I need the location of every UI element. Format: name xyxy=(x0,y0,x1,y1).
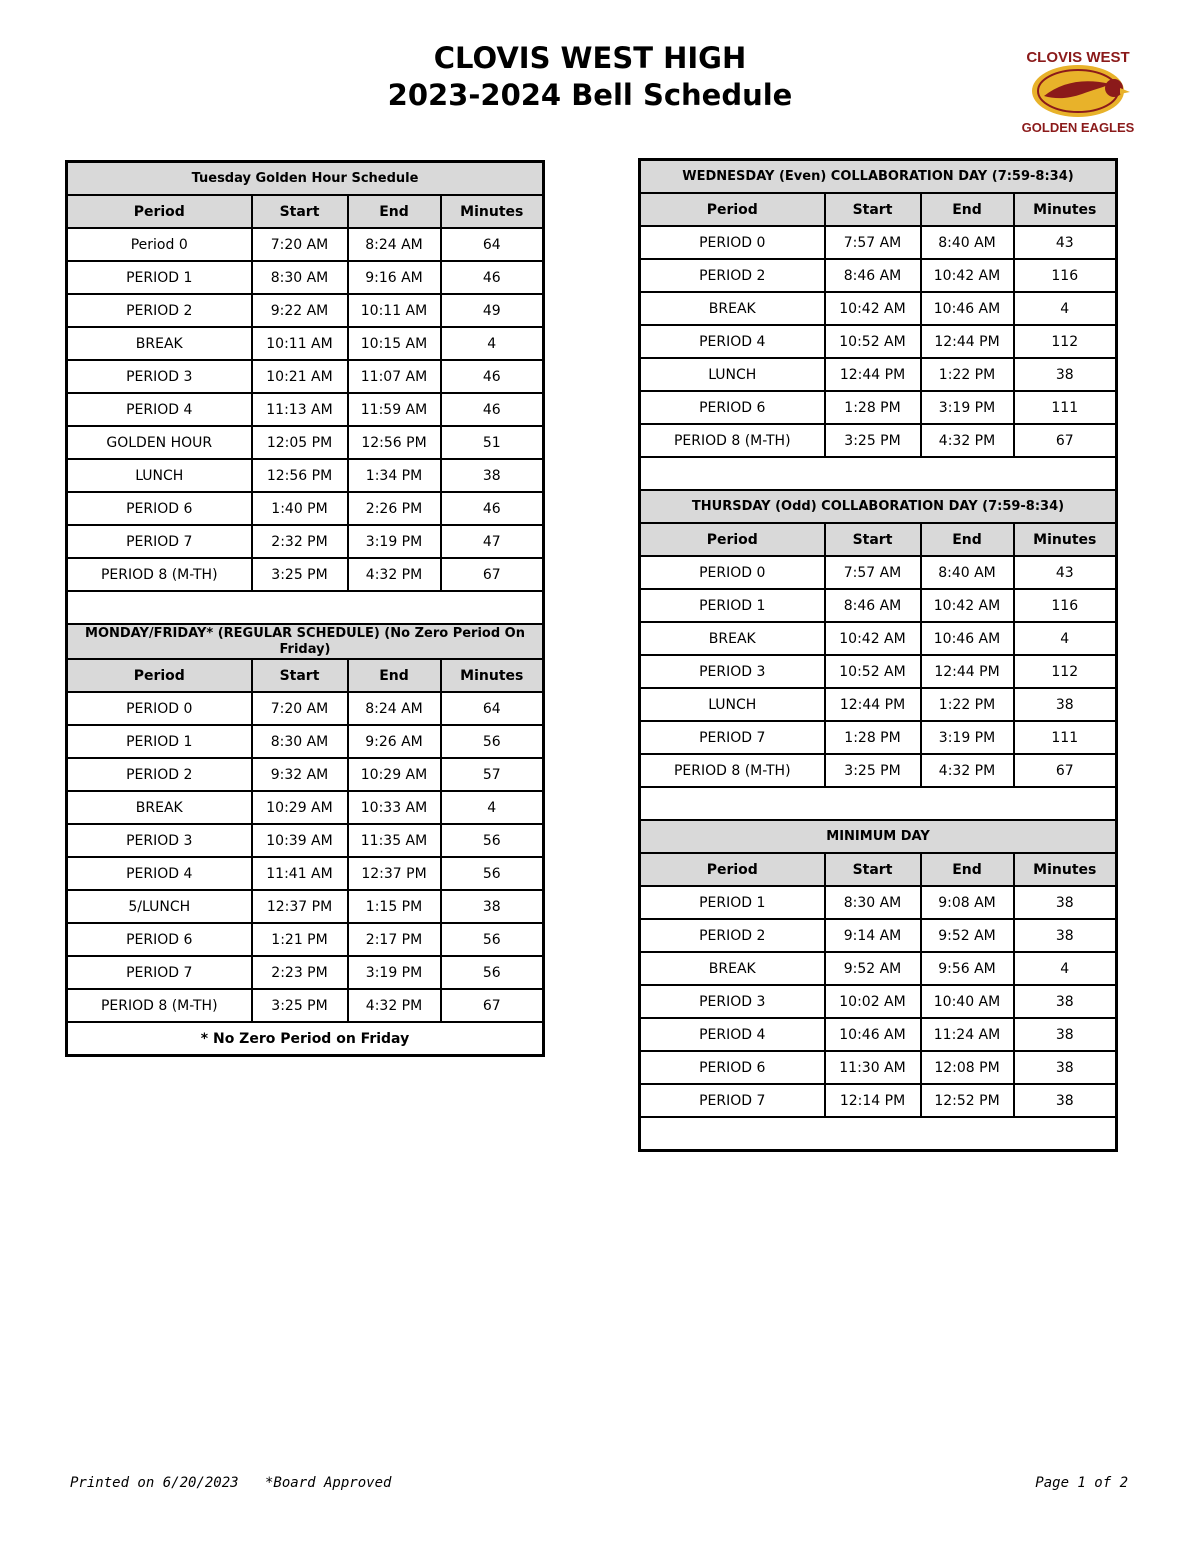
start-time-cell: 10:02 AM xyxy=(825,985,921,1018)
period-cell: LUNCH xyxy=(67,459,252,492)
start-time-cell: 12:05 PM xyxy=(252,426,348,459)
eagle-head-icon xyxy=(1105,79,1123,97)
minutes-cell: 38 xyxy=(441,459,544,492)
period-cell: PERIOD 6 xyxy=(67,923,252,956)
start-time-cell: 8:46 AM xyxy=(825,589,921,622)
minutes-cell: 4 xyxy=(441,327,544,360)
end-time-cell: 11:07 AM xyxy=(348,360,441,393)
period-cell: PERIOD 3 xyxy=(67,360,252,393)
minutes-cell: 4 xyxy=(1014,622,1117,655)
end-time-cell: 10:15 AM xyxy=(348,327,441,360)
minutes-cell: 67 xyxy=(441,989,544,1022)
col-period-header: Period xyxy=(67,195,252,228)
minutes-cell: 51 xyxy=(441,426,544,459)
start-time-cell: 1:28 PM xyxy=(825,391,921,424)
start-time-cell: 9:32 AM xyxy=(252,758,348,791)
col-end-header: End xyxy=(921,193,1014,226)
end-time-cell: 4:32 PM xyxy=(921,424,1014,457)
start-time-cell: 8:30 AM xyxy=(252,725,348,758)
minutes-cell: 38 xyxy=(1014,919,1117,952)
period-cell: PERIOD 7 xyxy=(640,1084,825,1117)
end-time-cell: 3:19 PM xyxy=(921,721,1014,754)
end-time-cell: 9:08 AM xyxy=(921,886,1014,919)
col-minutes-header: Minutes xyxy=(1014,193,1117,226)
printed-date: Printed on 6/20/2023 xyxy=(70,1475,239,1491)
period-cell: PERIOD 7 xyxy=(67,956,252,989)
end-time-cell: 2:17 PM xyxy=(348,923,441,956)
start-time-cell: 12:56 PM xyxy=(252,459,348,492)
period-cell: PERIOD 4 xyxy=(67,393,252,426)
schedule-row xyxy=(67,228,544,261)
end-time-cell: 4:32 PM xyxy=(348,989,441,1022)
start-time-cell: 3:25 PM xyxy=(252,558,348,591)
end-time-cell: 10:11 AM xyxy=(348,294,441,327)
monday-friday-column-headers xyxy=(67,659,544,692)
end-time-cell: 12:44 PM xyxy=(921,655,1014,688)
col-minutes-header: Minutes xyxy=(441,659,544,692)
minutes-cell: 67 xyxy=(1014,754,1117,787)
end-time-cell: 11:24 AM xyxy=(921,1018,1014,1051)
period-cell: PERIOD 7 xyxy=(640,721,825,754)
start-time-cell: 9:14 AM xyxy=(825,919,921,952)
schedule-row xyxy=(640,622,1117,655)
start-time-cell: 8:46 AM xyxy=(825,259,921,292)
period-cell: BREAK xyxy=(67,791,252,824)
col-minutes-header: Minutes xyxy=(1014,853,1117,886)
schedule-row xyxy=(640,391,1117,424)
end-time-cell: 8:40 AM xyxy=(921,556,1014,589)
school-name: CLOVIS WEST HIGH xyxy=(433,41,747,75)
col-end-header: End xyxy=(921,523,1014,556)
schedule-row xyxy=(640,424,1117,457)
col-end-header: End xyxy=(921,853,1014,886)
period-cell: PERIOD 3 xyxy=(640,985,825,1018)
period-cell: BREAK xyxy=(67,327,252,360)
end-time-cell: 9:52 AM xyxy=(921,919,1014,952)
monday-friday-title: MONDAY/FRIDAY* (REGULAR SCHEDULE) (No Zero Period On Friday) xyxy=(67,624,544,659)
start-time-cell: 10:11 AM xyxy=(252,327,348,360)
logo-text-top: CLOVIS WEST xyxy=(1026,49,1130,66)
period-cell: PERIOD 1 xyxy=(640,589,825,622)
minutes-cell: 46 xyxy=(441,261,544,294)
start-time-cell: 3:25 PM xyxy=(825,754,921,787)
minutes-cell: 64 xyxy=(441,228,544,261)
page-number: Page 1 of 2 xyxy=(1035,1475,1128,1491)
period-cell: PERIOD 2 xyxy=(640,919,825,952)
end-time-cell: 9:16 AM xyxy=(348,261,441,294)
minutes-cell: 43 xyxy=(1014,556,1117,589)
period-cell: Period 0 xyxy=(67,228,252,261)
start-time-cell: 9:52 AM xyxy=(825,952,921,985)
start-time-cell: 1:21 PM xyxy=(252,923,348,956)
minutes-cell: 56 xyxy=(441,956,544,989)
minutes-cell: 46 xyxy=(441,360,544,393)
minutes-cell: 56 xyxy=(441,923,544,956)
blank-row xyxy=(640,457,1117,490)
schedule-row xyxy=(67,393,544,426)
schedule-row xyxy=(640,886,1117,919)
end-time-cell: 4:32 PM xyxy=(348,558,441,591)
eagle-beak-icon xyxy=(1120,88,1130,94)
monday-friday-section xyxy=(67,624,544,692)
minutes-cell: 38 xyxy=(1014,358,1117,391)
minutes-cell: 46 xyxy=(441,492,544,525)
blank-row xyxy=(640,787,1117,820)
end-time-cell: 12:08 PM xyxy=(921,1051,1014,1084)
board-approved-note: *Board Approved xyxy=(265,1475,392,1491)
schedule-row xyxy=(67,558,544,591)
end-time-cell: 10:42 AM xyxy=(921,589,1014,622)
start-time-cell: 12:44 PM xyxy=(825,688,921,721)
tuesday-section xyxy=(67,162,544,229)
schedule-row xyxy=(67,725,544,758)
period-cell: PERIOD 2 xyxy=(67,294,252,327)
period-cell: BREAK xyxy=(640,622,825,655)
thursday-column-headers xyxy=(640,523,1117,556)
minutes-cell: 112 xyxy=(1014,325,1117,358)
schedule-row xyxy=(640,1084,1117,1117)
period-cell: PERIOD 8 (M-TH) xyxy=(640,754,825,787)
schedule-row xyxy=(67,426,544,459)
logo-text-bottom: GOLDEN EAGLES xyxy=(1022,120,1134,135)
end-time-cell: 10:40 AM xyxy=(921,985,1014,1018)
minutes-cell: 38 xyxy=(1014,1084,1117,1117)
period-cell: PERIOD 0 xyxy=(640,226,825,259)
start-time-cell: 10:52 AM xyxy=(825,325,921,358)
minimum-day-column-headers xyxy=(640,853,1117,886)
start-time-cell: 8:30 AM xyxy=(252,261,348,294)
start-time-cell: 10:46 AM xyxy=(825,1018,921,1051)
minutes-cell: 111 xyxy=(1014,721,1117,754)
start-time-cell: 2:32 PM xyxy=(252,525,348,558)
schedule-row xyxy=(67,360,544,393)
start-time-cell: 3:25 PM xyxy=(252,989,348,1022)
minutes-cell: 56 xyxy=(441,725,544,758)
end-time-cell: 2:26 PM xyxy=(348,492,441,525)
start-time-cell: 1:28 PM xyxy=(825,721,921,754)
page-title xyxy=(300,40,880,114)
start-time-cell: 11:41 AM xyxy=(252,857,348,890)
schedule-row xyxy=(67,692,544,725)
period-cell: PERIOD 4 xyxy=(640,325,825,358)
schedule-row xyxy=(67,824,544,857)
end-time-cell: 3:19 PM xyxy=(921,391,1014,424)
minutes-cell: 116 xyxy=(1014,589,1117,622)
period-cell: 5/LUNCH xyxy=(67,890,252,923)
minutes-cell: 67 xyxy=(1014,424,1117,457)
start-time-cell: 12:14 PM xyxy=(825,1084,921,1117)
start-time-cell: 3:25 PM xyxy=(825,424,921,457)
schedule-row xyxy=(67,890,544,923)
start-time-cell: 12:37 PM xyxy=(252,890,348,923)
minutes-cell: 4 xyxy=(1014,952,1117,985)
minutes-cell: 38 xyxy=(1014,985,1117,1018)
schedule-row xyxy=(67,327,544,360)
minutes-cell: 111 xyxy=(1014,391,1117,424)
period-cell: PERIOD 8 (M-TH) xyxy=(67,558,252,591)
period-cell: PERIOD 6 xyxy=(67,492,252,525)
schedule-row xyxy=(67,525,544,558)
period-cell: LUNCH xyxy=(640,688,825,721)
minutes-cell: 49 xyxy=(441,294,544,327)
spacer xyxy=(67,591,544,624)
schedule-row xyxy=(640,754,1117,787)
schedule-row xyxy=(67,989,544,1022)
minutes-cell: 46 xyxy=(441,393,544,426)
col-start-header: Start xyxy=(252,659,348,692)
schedule-row xyxy=(640,589,1117,622)
period-cell: LUNCH xyxy=(640,358,825,391)
blank-row xyxy=(67,591,544,624)
minimum-day-title: MINIMUM DAY xyxy=(640,820,1117,853)
start-time-cell: 10:21 AM xyxy=(252,360,348,393)
schedule-row xyxy=(67,758,544,791)
end-time-cell: 3:19 PM xyxy=(348,956,441,989)
schedule-row xyxy=(640,292,1117,325)
blank-row xyxy=(640,1117,1117,1151)
minutes-cell: 57 xyxy=(441,758,544,791)
col-start-header: Start xyxy=(825,193,921,226)
end-time-cell: 9:56 AM xyxy=(921,952,1014,985)
col-end-header: End xyxy=(348,659,441,692)
schedule-row xyxy=(640,985,1117,1018)
end-time-cell: 11:59 AM xyxy=(348,393,441,426)
end-time-cell: 8:40 AM xyxy=(921,226,1014,259)
end-time-cell: 1:22 PM xyxy=(921,358,1014,391)
minutes-cell: 38 xyxy=(441,890,544,923)
end-time-cell: 10:42 AM xyxy=(921,259,1014,292)
schedule-row xyxy=(640,952,1117,985)
schedule-row xyxy=(640,325,1117,358)
schedule-row xyxy=(640,259,1117,292)
end-time-cell: 4:32 PM xyxy=(921,754,1014,787)
start-time-cell: 7:57 AM xyxy=(825,226,921,259)
start-time-cell: 10:42 AM xyxy=(825,622,921,655)
col-end-header: End xyxy=(348,195,441,228)
col-start-header: Start xyxy=(825,853,921,886)
minutes-cell: 4 xyxy=(1014,292,1117,325)
col-period-header: Period xyxy=(640,853,825,886)
period-cell: PERIOD 2 xyxy=(67,758,252,791)
period-cell: BREAK xyxy=(640,952,825,985)
end-time-cell: 1:22 PM xyxy=(921,688,1014,721)
minutes-cell: 56 xyxy=(441,857,544,890)
period-cell: PERIOD 1 xyxy=(67,261,252,294)
schedule-row xyxy=(640,1018,1117,1051)
end-time-cell: 12:52 PM xyxy=(921,1084,1014,1117)
period-cell: PERIOD 2 xyxy=(640,259,825,292)
col-minutes-header: Minutes xyxy=(441,195,544,228)
minutes-cell: 116 xyxy=(1014,259,1117,292)
period-cell: GOLDEN HOUR xyxy=(67,426,252,459)
start-time-cell: 11:30 AM xyxy=(825,1051,921,1084)
minimum-day-section xyxy=(640,820,1117,886)
period-cell: PERIOD 4 xyxy=(640,1018,825,1051)
start-time-cell: 1:40 PM xyxy=(252,492,348,525)
period-cell: PERIOD 4 xyxy=(67,857,252,890)
left-schedule-table xyxy=(65,160,545,1057)
schedule-row xyxy=(67,791,544,824)
end-time-cell: 11:35 AM xyxy=(348,824,441,857)
minutes-cell: 38 xyxy=(1014,688,1117,721)
schedule-row xyxy=(640,721,1117,754)
start-time-cell: 7:57 AM xyxy=(825,556,921,589)
start-time-cell: 10:29 AM xyxy=(252,791,348,824)
col-start-header: Start xyxy=(825,523,921,556)
minutes-cell: 38 xyxy=(1014,886,1117,919)
wednesday-title: WEDNESDAY (Even) COLLABORATION DAY (7:59-8:34) xyxy=(640,160,1117,194)
end-time-cell: 1:15 PM xyxy=(348,890,441,923)
period-cell: PERIOD 7 xyxy=(67,525,252,558)
minutes-cell: 43 xyxy=(1014,226,1117,259)
friday-note: * No Zero Period on Friday xyxy=(67,1022,544,1056)
col-period-header: Period xyxy=(67,659,252,692)
schedule-row xyxy=(67,261,544,294)
minutes-cell: 4 xyxy=(441,791,544,824)
end-time-cell: 12:37 PM xyxy=(348,857,441,890)
tuesday-column-headers xyxy=(67,195,544,228)
period-cell: BREAK xyxy=(640,292,825,325)
period-cell: PERIOD 1 xyxy=(67,725,252,758)
schedule-row xyxy=(67,857,544,890)
minutes-cell: 47 xyxy=(441,525,544,558)
end-time-cell: 12:44 PM xyxy=(921,325,1014,358)
end-time-cell: 8:24 AM xyxy=(348,692,441,725)
start-time-cell: 7:20 AM xyxy=(252,692,348,725)
end-time-cell: 9:26 AM xyxy=(348,725,441,758)
minutes-cell: 64 xyxy=(441,692,544,725)
start-time-cell: 11:13 AM xyxy=(252,393,348,426)
wednesday-section xyxy=(640,160,1117,227)
tuesday-title: Tuesday Golden Hour Schedule xyxy=(67,162,544,196)
right-schedule-table xyxy=(638,158,1118,1152)
schedule-row xyxy=(640,688,1117,721)
period-cell: PERIOD 8 (M-TH) xyxy=(67,989,252,1022)
start-time-cell: 10:52 AM xyxy=(825,655,921,688)
col-minutes-header: Minutes xyxy=(1014,523,1117,556)
minutes-cell: 38 xyxy=(1014,1018,1117,1051)
schedule-row xyxy=(640,655,1117,688)
minutes-cell: 56 xyxy=(441,824,544,857)
end-time-cell: 10:46 AM xyxy=(921,622,1014,655)
wednesday-column-headers xyxy=(640,193,1117,226)
schedule-subtitle: 2023-2024 Bell Schedule xyxy=(387,78,793,112)
start-time-cell: 9:22 AM xyxy=(252,294,348,327)
start-time-cell: 10:42 AM xyxy=(825,292,921,325)
end-time-cell: 10:33 AM xyxy=(348,791,441,824)
schedule-row xyxy=(67,459,544,492)
minutes-cell: 67 xyxy=(441,558,544,591)
period-cell: PERIOD 0 xyxy=(67,692,252,725)
schedule-row xyxy=(640,226,1117,259)
end-time-cell: 10:29 AM xyxy=(348,758,441,791)
end-time-cell: 8:24 AM xyxy=(348,228,441,261)
start-time-cell: 8:30 AM xyxy=(825,886,921,919)
schedule-row xyxy=(67,956,544,989)
period-cell: PERIOD 6 xyxy=(640,1051,825,1084)
end-time-cell: 3:19 PM xyxy=(348,525,441,558)
period-cell: PERIOD 8 (M-TH) xyxy=(640,424,825,457)
col-period-header: Period xyxy=(640,193,825,226)
schedule-row xyxy=(67,923,544,956)
schedule-row xyxy=(640,556,1117,589)
period-cell: PERIOD 3 xyxy=(640,655,825,688)
thursday-section xyxy=(640,490,1117,556)
col-period-header: Period xyxy=(640,523,825,556)
start-time-cell: 12:44 PM xyxy=(825,358,921,391)
schedule-row xyxy=(640,1051,1117,1084)
thursday-title: THURSDAY (Odd) COLLABORATION DAY (7:59-8:34) xyxy=(640,490,1117,523)
schedule-row xyxy=(640,919,1117,952)
period-cell: PERIOD 3 xyxy=(67,824,252,857)
start-time-cell: 2:23 PM xyxy=(252,956,348,989)
minutes-cell: 112 xyxy=(1014,655,1117,688)
school-logo xyxy=(1022,44,1134,136)
schedule-row xyxy=(67,294,544,327)
minutes-cell: 38 xyxy=(1014,1051,1117,1084)
end-time-cell: 10:46 AM xyxy=(921,292,1014,325)
period-cell: PERIOD 1 xyxy=(640,886,825,919)
col-start-header: Start xyxy=(252,195,348,228)
start-time-cell: 10:39 AM xyxy=(252,824,348,857)
schedule-row xyxy=(640,358,1117,391)
end-time-cell: 1:34 PM xyxy=(348,459,441,492)
period-cell: PERIOD 0 xyxy=(640,556,825,589)
start-time-cell: 7:20 AM xyxy=(252,228,348,261)
schedule-row xyxy=(67,492,544,525)
period-cell: PERIOD 6 xyxy=(640,391,825,424)
end-time-cell: 12:56 PM xyxy=(348,426,441,459)
